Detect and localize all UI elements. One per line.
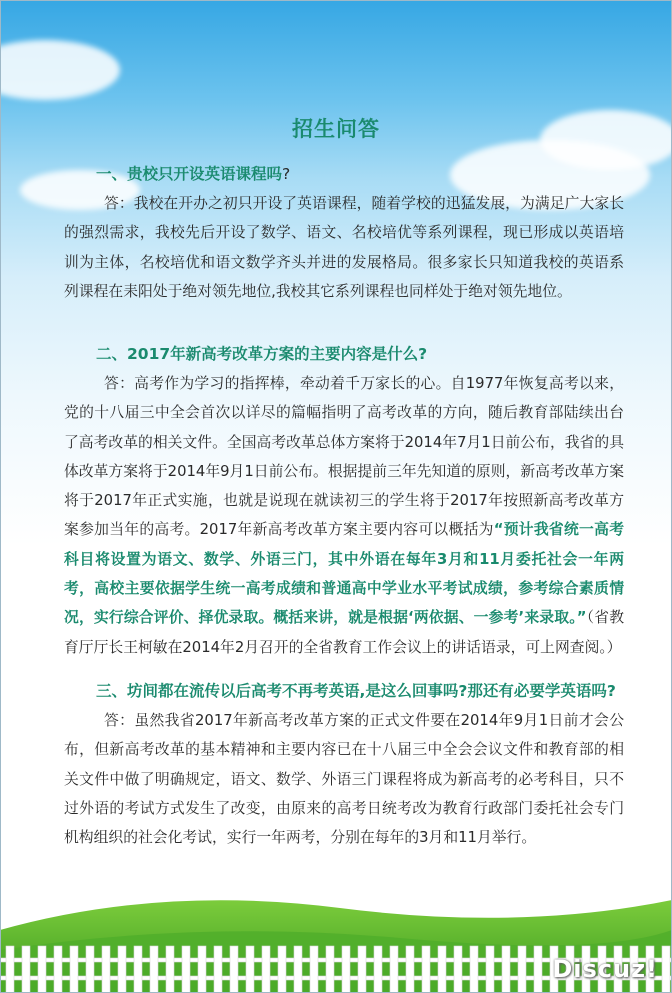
question-heading: 二、2017年新高考改革方案的主要内容是什么? (96, 345, 428, 363)
question-text: 一、贵校只开设英语课程吗 (96, 165, 283, 183)
answer-note: （省教育厅厅长王柯敏在2014年2月召开的全省教育工作会议上的讲话语录，可上网查阅。） (64, 609, 624, 656)
question-heading (64, 160, 624, 189)
qa-section-2 (64, 340, 624, 662)
cloud-shape (0, 40, 120, 100)
page-title: 招生问答 (292, 116, 380, 141)
answer-paragraph: 答：我校在开办之初只开设了英语课程，随着学校的迅猛发展，为满足广大家长的强烈需求，我校先后开设了数学、语文、名校培优等系列课程，现已形成以英语培训为主体，名校培优和语文数学齐头并进的发展格局。很多家长只知道我校的英语系列课程在耒阳处于绝对领先地位,我校其它系列课程也同样处于绝对领先地位。 (64, 195, 624, 300)
question-mark: ? (282, 165, 291, 183)
answer-text: 答：高考作为学习的指挥棒，牵动着千万家长的心。自1977年恢复高考以来，党的十八届三中全会首次以详尽的篇幅指明了高考改革的方向，随后教育部陆续出台了高考改革的相关文件。全国高考改革总体方案将于2014年7月1日前公布，我省的具体改革方案将于2014年9月1日前公布。根据提前三年先知道的原则，新高考改革方案将于2017年正式实施，也就是说现在就读初三的学生将于2017年按照新高考改革方案参加当年的高考。2017年新高考改革方案主要内容可以概括为 (64, 375, 624, 539)
watermark-logo: Discuz! (552, 955, 658, 983)
answer-paragraph (64, 369, 624, 662)
answer-highlight: “预计我省统一高考科目将设置为语文、数学、外语三门，其中外语在每年3月和11月委托社会一年两考，高校主要依据学生统一高考成绩和普通高中学业水平考试成绩，参考综合素质情况，实行综合评价、择优录取。概括来讲，就是根据‘两依据、一参考’来录取。” (64, 521, 624, 627)
question-heading: 三、坊间都在流传以后高考不再考英语,是这么回事吗?那还有必要学英语吗? (96, 682, 616, 700)
answer-paragraph: 答：虽然我省2017年新高考改革方案的正式文件要在2014年9月1日前才会公布，但新高考改革的基本精神和主要内容已在十八届三中全会会议文件和教育部的相关文件中做了明确规定，语文、数学、外语三门课程将成为新高考的必考科目，只不过外语的考试方式发生了改变，由原来的高考日统考改为教育行政部门委托社会专门机构组织的社会化考试，实行一年两考，分别在每年的3月和11月举行。 (64, 712, 624, 847)
qa-section-3 (64, 677, 624, 852)
qa-section-1 (64, 160, 624, 306)
